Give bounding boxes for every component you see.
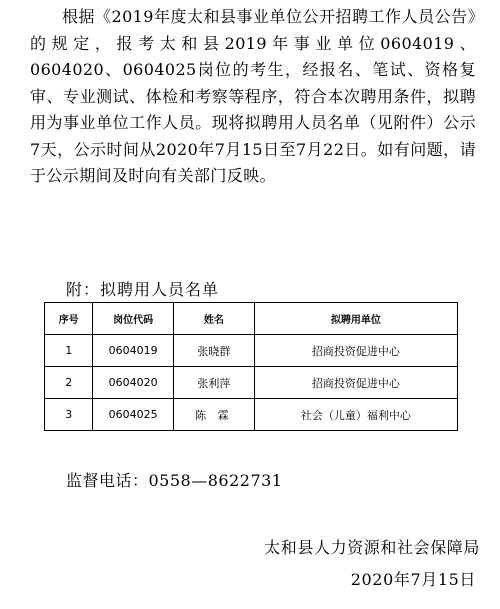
header-position-code: 岗位代码	[93, 303, 174, 335]
row-unit: 招商投资促进中心	[254, 367, 457, 399]
header-seq: 序号	[45, 303, 93, 335]
row-seq: 2	[45, 367, 93, 399]
row-name: 张利萍	[173, 367, 254, 399]
table-row	[45, 335, 458, 367]
row-unit: 社会（儿童）福利中心	[254, 399, 457, 431]
attachment-label: 附：拟聘用人员名单	[66, 280, 220, 299]
table-row	[45, 399, 458, 431]
row-position-code: 0604025	[93, 399, 174, 431]
row-name: 陈 霖	[173, 399, 254, 431]
row-unit: 招商投资促进中心	[254, 335, 457, 367]
row-name: 张晓群	[173, 335, 254, 367]
issue-date: 2020年7月15日	[350, 570, 476, 589]
hiring-roster-table	[44, 302, 458, 431]
notice-body: 根据《2019年度太和县事业单位公开招聘工作人员公告》的规定，报考太和县2019年事业单位0604019、0604020、0604025岗位的考生，经报名、笔试、资格复审、专业测试、体检和考察等程序，符合本次聘用条件，拟聘用为事业单位工作人员。现将拟聘用人员名单（见附件）公示7天，公示时间从2020年7月15日至7月22日。如有问题，请于公示期间及时向有关部门反映。	[30, 7, 476, 185]
row-position-code: 0604020	[93, 367, 174, 399]
table-header-row	[45, 303, 458, 335]
row-position-code: 0604019	[93, 335, 174, 367]
row-seq: 3	[45, 399, 93, 431]
issuing-authority: 太和县人力资源和社会保障局	[264, 538, 480, 557]
row-seq: 1	[45, 335, 93, 367]
header-unit: 拟聘用单位	[254, 303, 457, 335]
supervision-hotline: 监督电话：0558—8622731	[66, 471, 283, 490]
table-row	[45, 367, 458, 399]
header-name: 姓名	[173, 303, 254, 335]
